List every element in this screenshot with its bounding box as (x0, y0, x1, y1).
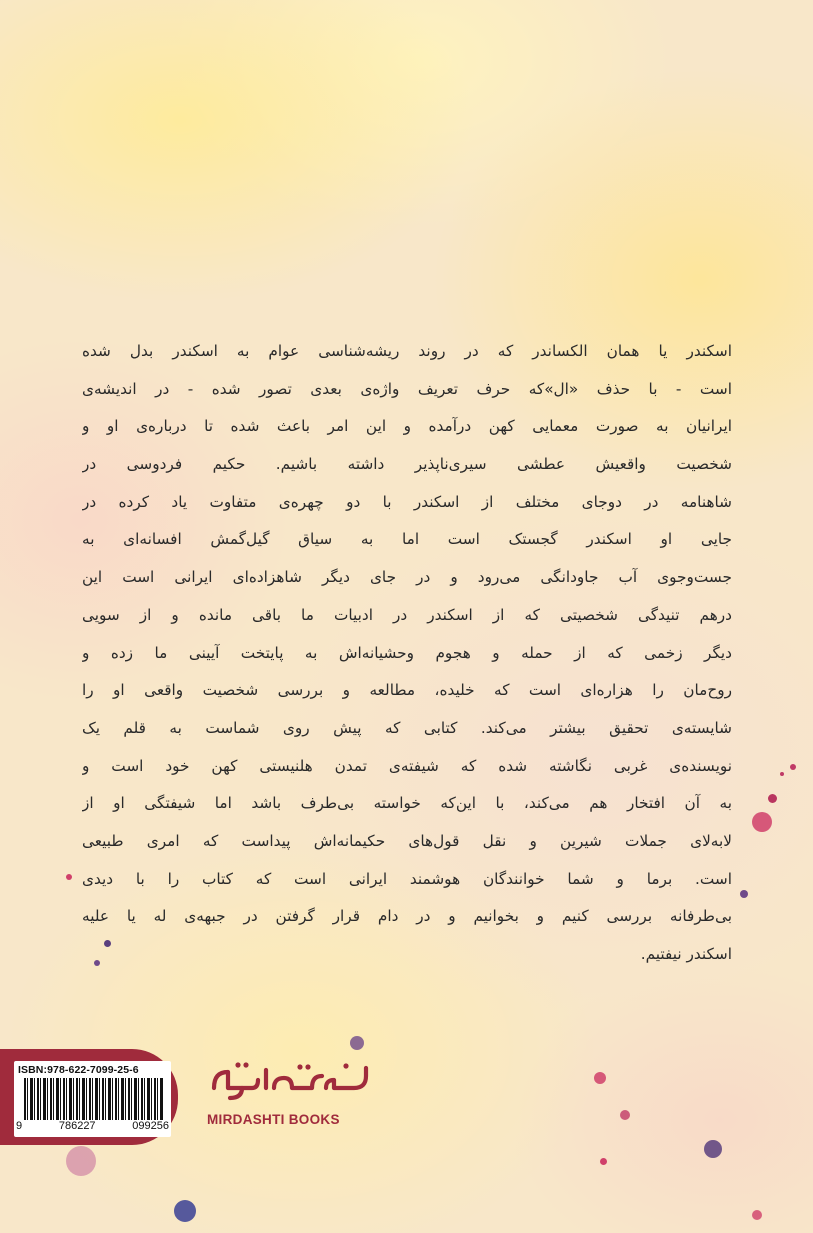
blurb-line: دیگر زخمی که از حمله و هجوم وحشیانه‌اش به پایتخت آیینی ما زده و (82, 643, 732, 662)
blurb-line: شایسته‌ی تحقیق بیشتر می‌کند. کتابی که پیش روی شماست به قلم یک (82, 718, 732, 737)
barcode-bars (24, 1078, 164, 1120)
paint-drop (790, 764, 796, 770)
paint-drop (600, 1158, 607, 1165)
blurb-line: جست‌وجوی آب جاودانگی می‌رود و در جای دیگر شاهزاده‌ای ایرانی است این (82, 568, 732, 587)
blurb-line: شاهنامه در دوجای مختلف از اسکندر با دو چهره‌ی متفاوت یاد کرده در (82, 492, 732, 511)
blurb-line: لابه‌لای جملات شیرین و نقل قول‌های حکیمانه‌اش پیداست که امری طبیعی (82, 831, 732, 850)
isbn-label: ISBN:978-622-7099-25-6 (18, 1064, 139, 1076)
barcode-digits (16, 1120, 169, 1132)
paint-drop (768, 794, 777, 803)
blurb-line: اسکندر یا همان الکساندر که در روند ریشه‌شناسی عوام به اسکندر بدل شده (82, 342, 732, 360)
blurb-line: روح‌مان را هزاره‌ای است که خلیده، مطالعه و بررسی شخصیت واقعی او را (82, 681, 732, 700)
paint-drop (780, 772, 784, 776)
blurb-line: بی‌طرفانه بررسی کنیم و بخوانیم و در دام قرار گرفتن در جبهه‌ی له یا علیه (82, 907, 732, 926)
barcode-digit-group: 786227 (58, 1120, 96, 1132)
paint-drop (594, 1072, 606, 1084)
paint-drop (704, 1140, 722, 1158)
paint-drop (174, 1200, 196, 1222)
barcode-digit-lead: 9 (16, 1120, 23, 1132)
paint-drop (66, 874, 72, 880)
blurb-line: ایرانیان به صورت معمایی کهن درآمده و این امر باعث شده تا درباره‌ی او و (82, 417, 732, 436)
blurb-line: درهم تنیدگی شخصیتی که از اسکندر در ادبیات ما باقی مانده و از سویی (82, 605, 732, 624)
blurb-line: است. برما و شما خوانندگان هوشمند ایرانی است که کتاب را با دیدی (82, 869, 732, 888)
blurb-line: نویسنده‌ی غربی نگاشته شده که شیفته‌ی تمدن هلنیستی کهن خود است و (82, 756, 732, 775)
paint-drop (350, 1036, 364, 1050)
blurb-line: شخصیت واقعیش عطشی سیری‌ناپذیر داشته باشیم. حکیم فردوسی در (82, 455, 732, 474)
paint-drop (752, 812, 772, 832)
paint-drop (66, 1146, 96, 1176)
publisher-name: MIRDASHTI BOOKS (207, 1112, 340, 1127)
paint-drop (740, 890, 748, 898)
paint-drop (752, 1210, 762, 1220)
barcode-digit-group: 099256 (132, 1120, 169, 1132)
blurb-line: به آن افتخار هم می‌کند، با این‌که خواسته بی‌طرف باشد اما شیفتگی او از (82, 794, 732, 813)
blurb-line: است - با حذف «ال»که حرف تعریف واژه‌ی بعدی تصور شده - در اندیشه‌ی (82, 379, 732, 398)
publisher-logo (208, 1058, 376, 1102)
paint-drop (620, 1110, 630, 1120)
barcode (14, 1061, 171, 1137)
blurb-line: اسکندر نیفتیم. (640, 945, 732, 963)
blurb-text (82, 333, 732, 974)
blurb-line: جایی او اسکندر گجستک است اما به سیاق گیل‌گمش افسانه‌ای به (82, 530, 732, 549)
